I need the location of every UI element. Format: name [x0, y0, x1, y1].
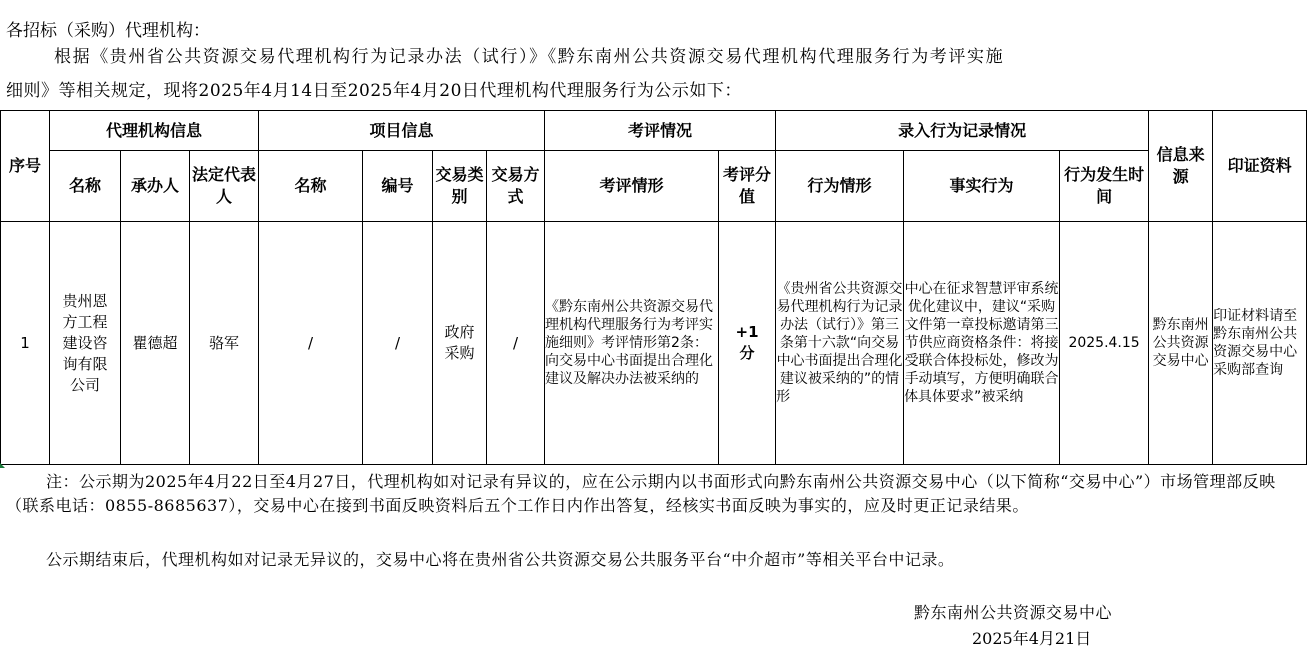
- col-trade-method-header: 交易方式: [487, 151, 545, 222]
- cell-occur-time: 2025.4.15: [1060, 222, 1149, 465]
- record-header: 录入行为记录情况: [776, 111, 1149, 151]
- intro: [0, 0, 1307, 110]
- cell-fact-behavior: 中心在征求智慧评审系统优化建议中，建议“采购文件第一章投标邀请第三节供应商资格条件：将接受联合体投标处，修改为手动填写，方便明确联合体具体要求”被采纳: [904, 222, 1060, 465]
- cell-source: 黔东南州公共资源交易中心: [1149, 222, 1213, 465]
- signature-org: 黔东南州公共资源交易中心: [914, 603, 1113, 622]
- col-seq-header: 序号: [1, 111, 50, 222]
- col-evidence-header: 印证资料: [1213, 111, 1307, 222]
- col-source-header: 信息来源: [1149, 111, 1213, 222]
- cell-behavior-situation: 《贵州省公共资源交易代理机构行为记录办法（试行）》第三条第十六款“向交易中心书面提出合理化建议被采纳的”的情形: [776, 222, 904, 465]
- note-paragraph-1: 注：公示期为2025年4月22日至4月27日，代理机构如对记录有异议的，应在公示期内以书面形式向黔东南州公共资源交易中心（以下简称“交易中心”）市场管理部反映（联系电话：0855-8685637），交易中心在接到书面反映资料后五个工作日内作出答复，经核实书面反映为事实的，应及时更正记录结果。: [6, 472, 1276, 515]
- cell-trade-method: /: [487, 222, 545, 465]
- intro-paragraph-line2: 细则》等相关规定，现将2025年4月14日至2025年4月20日代理机构代理服务行为公示如下：: [6, 81, 742, 101]
- col-legal-rep-header: 法定代表人: [190, 151, 259, 222]
- col-fact-behavior-header: 事实行为: [904, 151, 1060, 222]
- cell-evidence: 印证材料请至黔东南州公共资源交易中心采购部查询: [1213, 222, 1307, 465]
- cell-legal-rep: 骆军: [190, 222, 259, 465]
- table-row: [1, 222, 1307, 465]
- evaluation-header: 考评情况: [545, 111, 776, 151]
- col-project-no-header: 编号: [363, 151, 433, 222]
- signature-date: 2025年4月21日: [972, 629, 1092, 648]
- cell-seq: 1: [1, 222, 50, 465]
- cell-project-no: /: [363, 222, 433, 465]
- salutation: 各招标（采购）代理机构：: [6, 21, 210, 41]
- cell-agency-name: 贵州恩方工程建设咨询有限公司: [50, 222, 121, 465]
- col-trade-type-header: 交易类别: [433, 151, 487, 222]
- col-handler-header: 承办人: [121, 151, 190, 222]
- col-project-name-header: 名称: [259, 151, 363, 222]
- cell-handler: 瞿德超: [121, 222, 190, 465]
- col-behavior-situation-header: 行为情形: [776, 151, 904, 222]
- project-info-header: 项目信息: [259, 111, 545, 151]
- cell-project-name: /: [259, 222, 363, 465]
- col-occur-time-header: 行为发生时间: [1060, 151, 1149, 222]
- cell-eval-score: +1分: [719, 222, 776, 465]
- cell-trade-type: 政府采购: [433, 222, 487, 465]
- intro-paragraph-line1: 根据《贵州省公共资源交易代理机构行为记录办法（试行）》《黔东南州公共资源交易代理机构代理服务行为考评实施: [54, 47, 1005, 67]
- col-eval-situation-header: 考评情形: [545, 151, 719, 222]
- col-eval-score-header: 考评分值: [719, 151, 776, 222]
- cell-marker-icon: [0, 463, 5, 468]
- agency-info-header: 代理机构信息: [50, 111, 259, 151]
- agency-record-table: [0, 110, 1307, 465]
- note-paragraph-2: 公示期结束后，代理机构如对记录无异议的，交易中心将在贵州省公共资源交易公共服务平台“中介超市”等相关平台中记录。: [46, 550, 955, 569]
- cell-eval-situation: 《黔东南州公共资源交易代理机构代理服务行为考评实施细则》考评情形第2条：向交易中心书面提出合理化建议及解决办法被采纳的: [545, 222, 719, 465]
- col-agency-name-header: 名称: [50, 151, 121, 222]
